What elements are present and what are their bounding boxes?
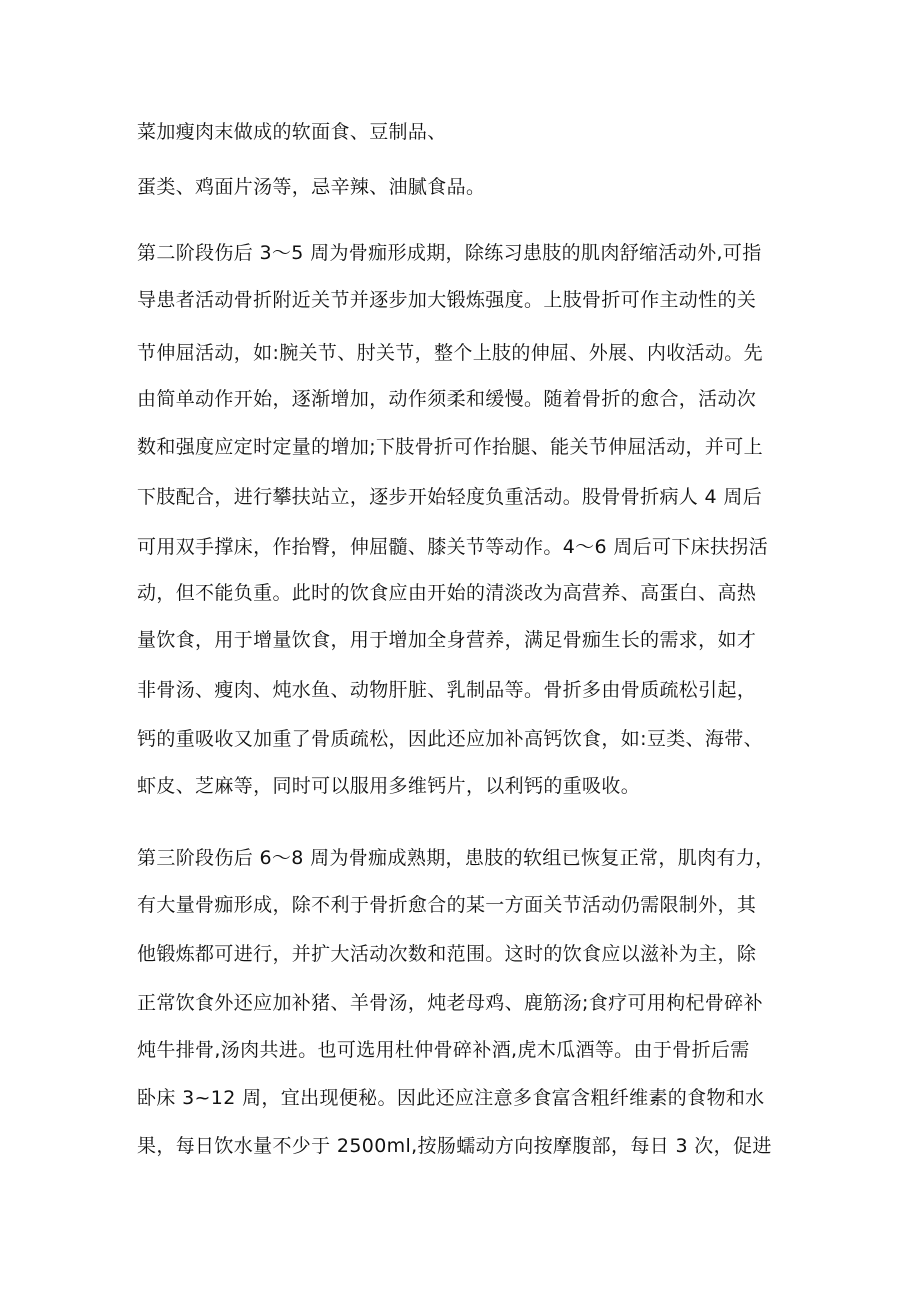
text-line: 由简单动作开始，逐渐增加，动作须柔和缓慢。随着骨折的愈合，活动次 xyxy=(137,388,757,410)
text-line: 正常饮食外还应加补猪、羊骨汤，炖老母鸡、鹿筋汤;食疗可用枸杞骨碎补 xyxy=(137,992,763,1014)
text-line: 导患者活动骨折附近关节并逐步加大锻炼强度。上肢骨折可作主动性的关 xyxy=(137,289,757,311)
text-line: 非骨汤、瘦肉、炖水鱼、动物肝脏、乳制品等。骨折多由骨质疏松引起， xyxy=(137,679,757,701)
text-line: 可用双手撑床，作抬臀，伸屈髓、膝关节等动作。4～6 周后可下床扶拐活 xyxy=(137,536,769,558)
text-line: 蛋类、鸡面片汤等，忌辛辣、油腻食品。 xyxy=(137,176,486,198)
text-line: 节伸屈活动，如:腕关节、肘关节，整个上肢的伸屈、外展、内收活动。先 xyxy=(137,342,763,364)
text-line: 果，每日饮水量不少于 2500ml,按肠蠕动方向按摩腹部，每日 3 次，促进 xyxy=(137,1135,772,1157)
text-line: 数和强度应定时定量的增加;下肢骨折可作抬腿、能关节伸屈活动，并可上 xyxy=(137,436,763,458)
text-line: 菜加瘦肉末做成的软面食、豆制品、 xyxy=(137,121,447,143)
text-line: 量饮食，用于增量饮食，用于增加全身营养，满足骨痂生长的需求，如才 xyxy=(137,629,757,651)
text-line: 第三阶段伤后 6～8 周为骨痂成熟期，患肢的软组已恢复正常，肌肉有力， xyxy=(137,847,775,869)
text-line: 钙的重吸收又加重了骨质疏松，因此还应加补高钙饮食，如:豆类、海带、 xyxy=(137,728,763,750)
text-line: 他锻炼都可进行，并扩大活动次数和范围。这时的饮食应以滋补为主，除 xyxy=(137,943,757,965)
text-line: 第二阶段伤后 3～5 周为骨痂形成期，除练习患肢的肌肉舒缩活动外,可指 xyxy=(137,242,762,264)
text-line: 卧床 3~12 周，宜出现便秘。因此还应注意多食富含粗纤维素的食物和水 xyxy=(137,1087,765,1109)
text-line: 动，但不能负重。此时的饮食应由开始的清淡改为高营养、高蛋白、高热 xyxy=(137,582,757,604)
text-line: 虾皮、芝麻等，同时可以服用多维钙片，以利钙的重吸收。 xyxy=(137,775,641,797)
text-line: 有大量骨痂形成，除不利于骨折愈合的某一方面关节活动仍需限制外，其 xyxy=(137,894,757,916)
text-line: 下肢配合，进行攀扶站立，逐步开始轻度负重活动。股骨骨折病人 4 周后 xyxy=(137,486,763,508)
text-line: 炖牛排骨,汤肉共进。也可选用杜仲骨碎补酒,虎木瓜酒等。由于骨折后需 xyxy=(137,1039,750,1061)
